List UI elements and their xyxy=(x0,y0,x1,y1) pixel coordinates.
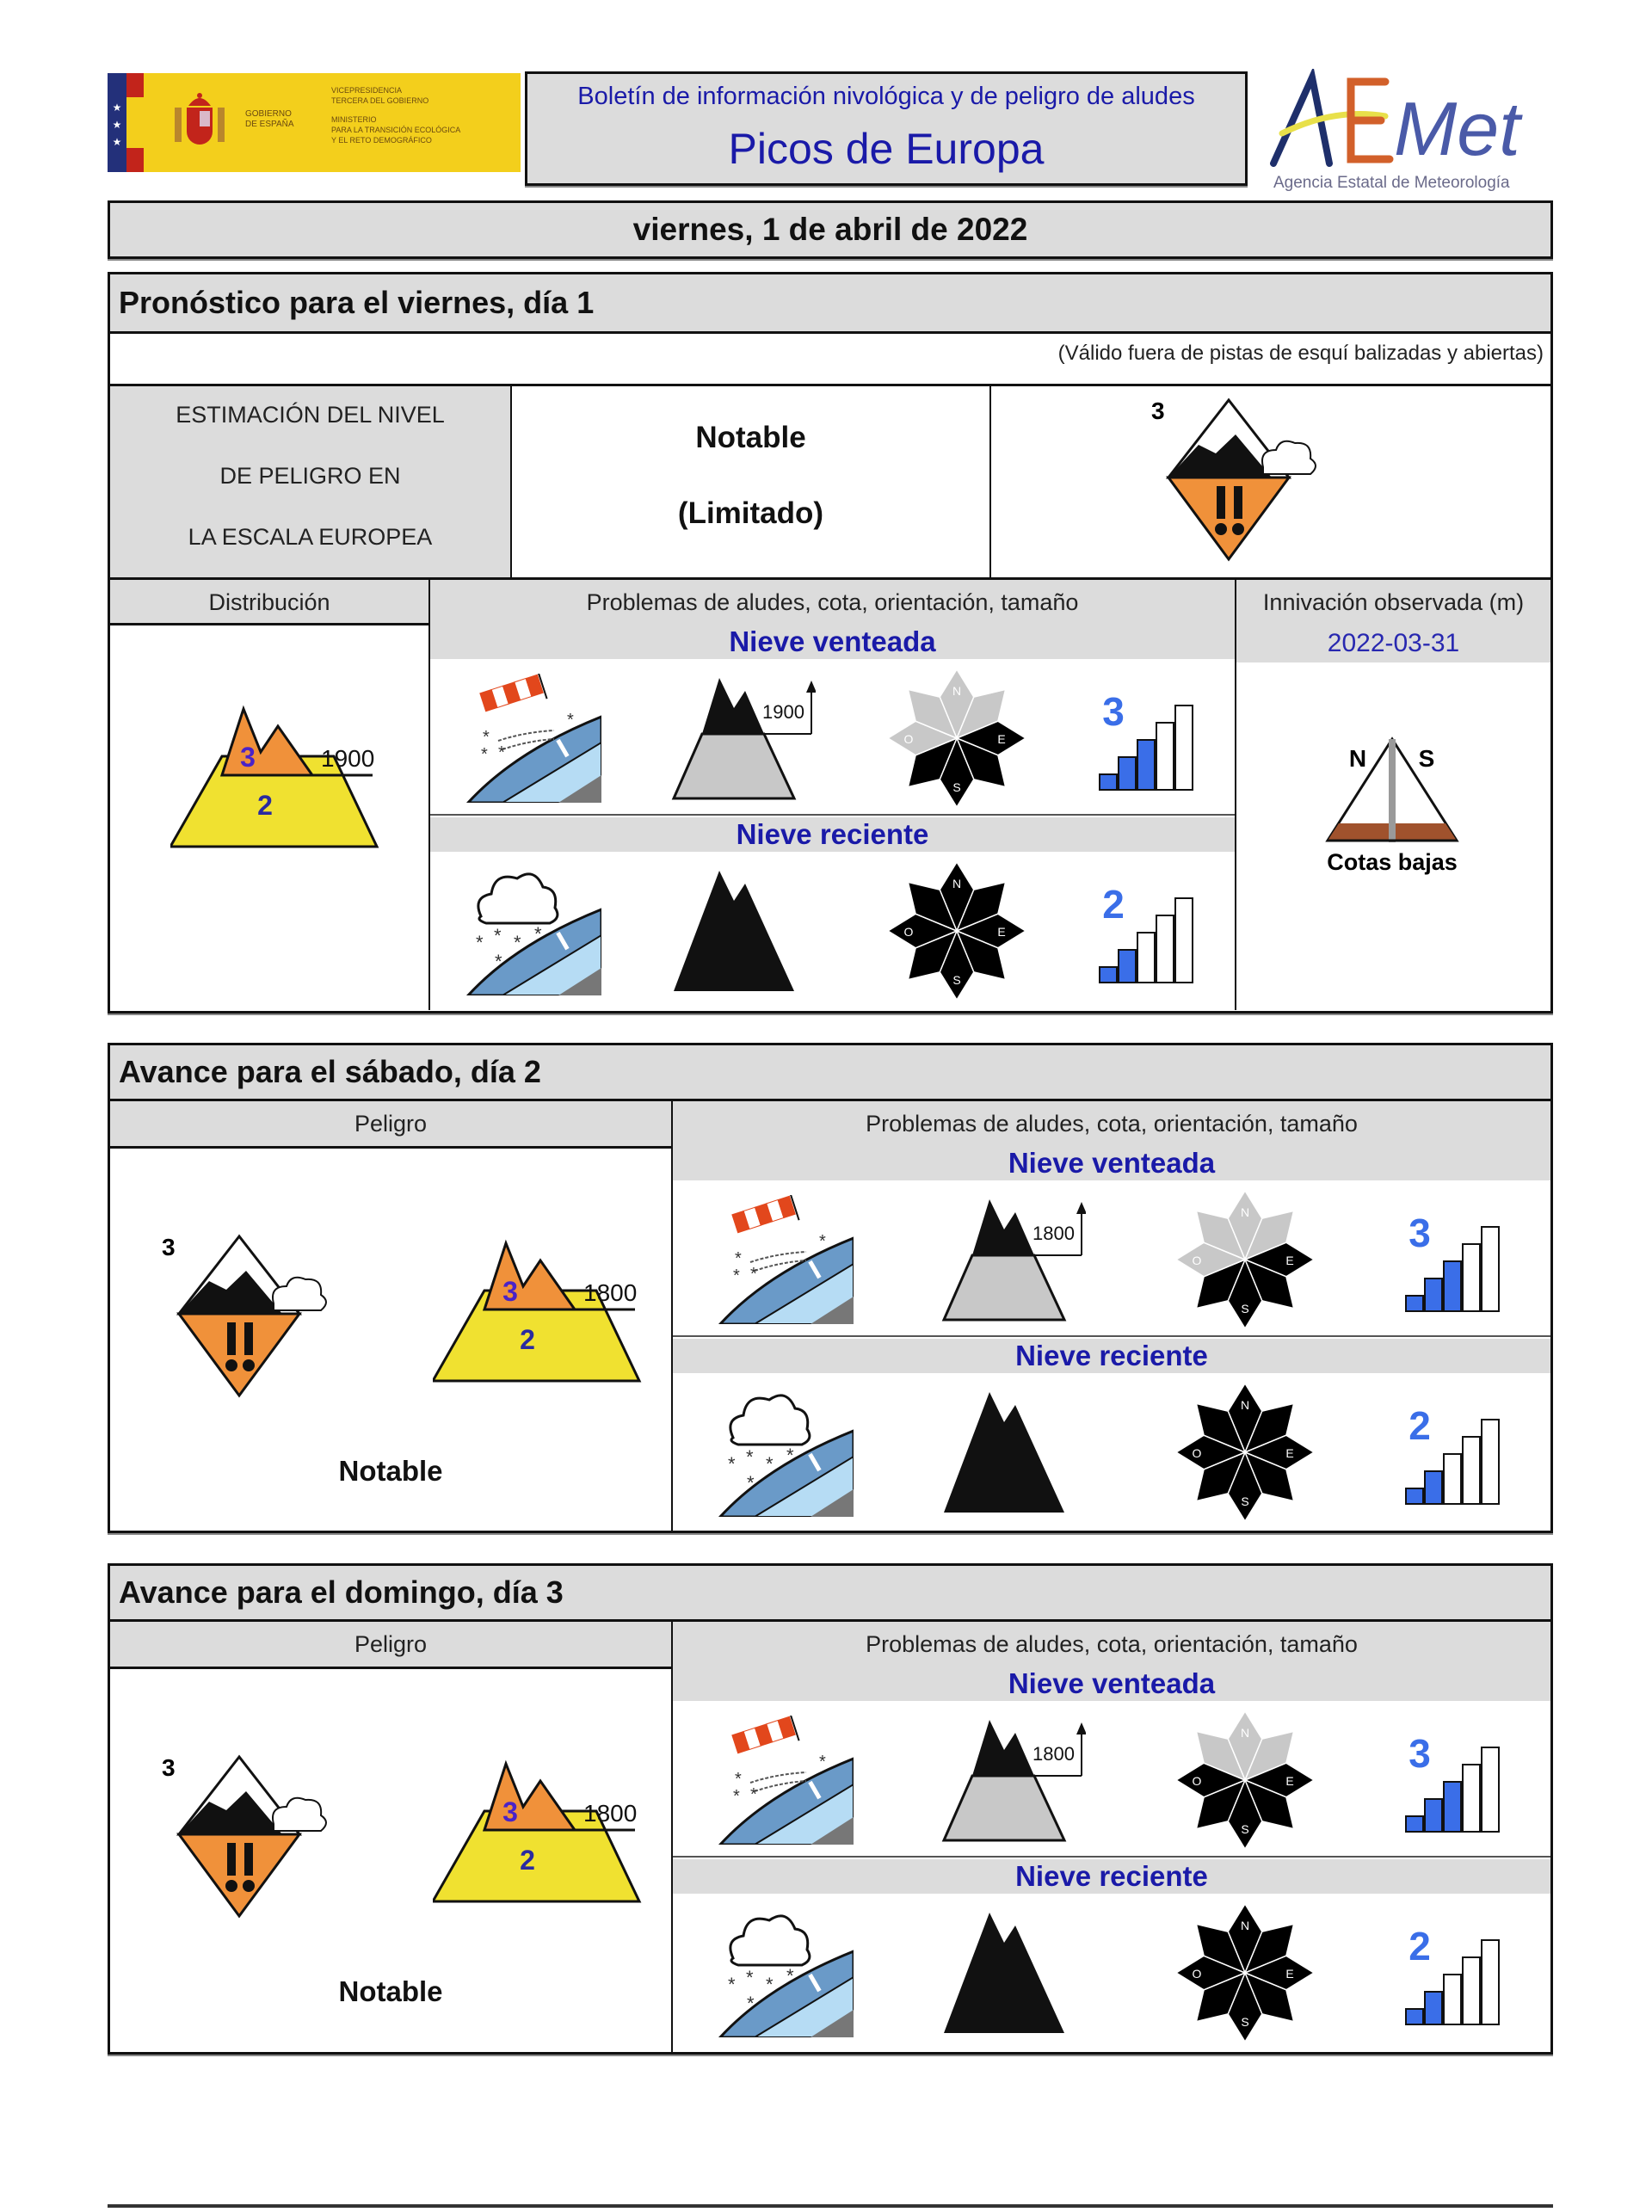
size-bar xyxy=(1444,1454,1461,1504)
gobierno-text xyxy=(245,109,323,130)
new-snow-icon xyxy=(716,1388,854,1517)
size-bar xyxy=(1156,915,1174,983)
size-bar xyxy=(1100,967,1117,983)
altitude-value: 1800 xyxy=(1032,1223,1075,1244)
danger-level-icon xyxy=(1143,391,1349,572)
size-bar xyxy=(1406,1816,1423,1832)
flag-red-icon xyxy=(126,148,144,172)
wind-slab-icon xyxy=(464,674,601,803)
aspect-label: E xyxy=(1285,1446,1294,1460)
size-bar xyxy=(1425,1279,1442,1311)
danger-diamond xyxy=(1168,478,1289,559)
aspect-label: E xyxy=(997,925,1006,939)
aspect-rose-icon xyxy=(1172,1707,1318,1853)
svg-text:*: * xyxy=(494,925,502,946)
size-value: 2 xyxy=(1101,882,1125,927)
ministry-line: MINISTERIO xyxy=(331,115,377,124)
danger-name: Notable xyxy=(338,1455,443,1487)
upper-band xyxy=(484,1243,575,1309)
svg-text:*: * xyxy=(534,923,542,945)
altitude-label: 1800 xyxy=(583,1800,638,1827)
problems-header: Problemas de aludes, cota, orientación, tamaño xyxy=(673,1622,1550,1667)
svg-text:*: * xyxy=(750,1785,757,1804)
problem-title: Nieve venteada xyxy=(673,1667,1550,1701)
region-title: Picos de Europa xyxy=(728,125,1045,173)
gov-line: DE ESPAÑA xyxy=(245,120,294,129)
wind-slab-icon xyxy=(716,1716,854,1845)
upper-band xyxy=(484,1764,575,1830)
danger-level-number: 3 xyxy=(162,1754,176,1781)
cloud-icon xyxy=(273,1278,326,1310)
estimation-label xyxy=(110,386,510,577)
altitude-icon xyxy=(669,674,816,803)
svg-text:*: * xyxy=(483,728,490,747)
svg-text:*: * xyxy=(766,1974,774,1995)
svg-text:*: * xyxy=(733,1787,740,1806)
problem-title: Nieve reciente xyxy=(673,1339,1550,1373)
aspect-label: N xyxy=(952,684,961,698)
danger-level-icon xyxy=(153,1228,360,1408)
aspect-label: S xyxy=(1241,1302,1249,1315)
size-bar xyxy=(1482,1747,1499,1832)
bulletin-date xyxy=(108,200,1553,259)
svg-text:*: * xyxy=(746,1446,754,1468)
size-bar xyxy=(1137,933,1155,983)
size-bar xyxy=(1463,1957,1480,2024)
aspect-label: S xyxy=(1241,1494,1249,1508)
distribution-header: Distribución xyxy=(110,580,428,625)
aspect-label: E xyxy=(1285,1254,1294,1267)
altitude-value: 1800 xyxy=(1032,1743,1075,1765)
lower-level: 2 xyxy=(520,1845,535,1876)
aspect-label: S xyxy=(952,973,961,987)
problem-row xyxy=(673,1897,1550,2049)
danger-header: Peligro xyxy=(110,1101,671,1146)
problem-title: Nieve reciente xyxy=(673,1859,1550,1894)
size-bar xyxy=(1119,950,1136,983)
size-value: 2 xyxy=(1409,1924,1431,1969)
svg-text:*: * xyxy=(735,1770,742,1789)
svg-text:*: * xyxy=(750,1265,757,1284)
danger-diamond xyxy=(179,1314,299,1396)
ministry-line: VICEPRESIDENCIA xyxy=(331,86,403,95)
svg-text:*: * xyxy=(819,1753,826,1771)
estimation-line: ESTIMACIÓN DEL NIVEL xyxy=(176,402,445,428)
lower-level: 2 xyxy=(257,790,273,821)
size-bar xyxy=(1425,1471,1442,1504)
altitude-icon xyxy=(940,1716,1086,1845)
aspect-label: N xyxy=(952,877,961,890)
cloud-icon xyxy=(273,1798,326,1831)
svg-text:*: * xyxy=(786,1445,794,1466)
aspect-rose-icon xyxy=(1172,1186,1318,1333)
size-bar xyxy=(1175,705,1193,790)
date-text: viernes, 1 de abril de 2022 xyxy=(632,212,1028,247)
day2-section xyxy=(108,1043,1553,1533)
flag-red-icon xyxy=(126,73,144,97)
aspect-label: O xyxy=(903,925,914,939)
danger-name: Notable xyxy=(338,1975,443,2007)
aspect-label: S xyxy=(1241,1822,1249,1836)
day1-title: Pronóstico para el viernes, día 1 xyxy=(110,274,1550,331)
danger-header: Peligro xyxy=(110,1622,671,1667)
problem-row xyxy=(430,855,1235,1007)
snow-cover-caption: Cotas bajas xyxy=(1327,849,1458,875)
danger-diamond xyxy=(179,1834,299,1916)
problem-row xyxy=(430,662,1235,814)
aspect-label: N xyxy=(1240,1919,1250,1932)
problems-header: Problemas de aludes, cota, orientación, tamaño xyxy=(673,1101,1550,1146)
svg-text:*: * xyxy=(735,1249,742,1268)
size-bar xyxy=(1406,1296,1423,1311)
altitude-icon xyxy=(940,1195,1086,1324)
altitude-label: 1800 xyxy=(583,1279,638,1306)
cloud-icon xyxy=(1262,441,1316,474)
avalanche-size-icon xyxy=(1404,1917,1507,2029)
problem-title: Nieve venteada xyxy=(430,625,1235,659)
size-value: 3 xyxy=(1409,1731,1431,1776)
gov-line: GOBIERNO xyxy=(245,109,292,119)
danger-level-text xyxy=(512,386,989,577)
aspect-label: O xyxy=(1192,1446,1202,1460)
bulletin-title-box xyxy=(525,71,1248,186)
upper-level: 3 xyxy=(502,1276,518,1307)
aemet-logo-icon xyxy=(1265,69,1557,172)
distribution-mountain-icon xyxy=(170,705,394,851)
altitude-value: 1900 xyxy=(762,701,805,723)
snow-cover-date: 2022-03-31 xyxy=(1236,625,1550,662)
svg-text:*: * xyxy=(481,745,489,764)
size-bar xyxy=(1482,1227,1499,1311)
altitude-icon xyxy=(940,1388,1086,1517)
problem-title: Nieve reciente xyxy=(430,817,1235,852)
altitude-icon xyxy=(940,1908,1086,2037)
aspect-rose-icon xyxy=(1172,1379,1318,1525)
size-bar xyxy=(1406,2009,1423,2024)
avalanche-size-icon xyxy=(1404,1724,1507,1836)
coat-of-arms-icon xyxy=(170,92,230,152)
svg-text:*: * xyxy=(786,1965,794,1987)
problem-row xyxy=(673,1704,1550,1856)
size-bar xyxy=(1119,757,1136,790)
svg-text:*: * xyxy=(766,1453,774,1475)
wind-slab-icon xyxy=(716,1195,854,1324)
danger-level-icon xyxy=(153,1748,360,1929)
size-bar xyxy=(1175,898,1193,983)
size-bar xyxy=(1156,723,1174,790)
gobierno-logo xyxy=(108,73,521,172)
svg-text:*: * xyxy=(514,932,521,953)
new-snow-icon xyxy=(464,866,601,995)
problems-panel xyxy=(430,625,1235,1010)
upper-level: 3 xyxy=(240,742,256,773)
aemet-logo-letters: Met xyxy=(1394,86,1520,171)
aemet-subtitle: Agencia Estatal de Meteorología xyxy=(1273,174,1510,192)
snow-cover-diagram xyxy=(1306,730,1478,903)
danger-level-number: 3 xyxy=(1151,397,1165,424)
validity-note: (Válido fuera de pistas de esquí balizadas y abiertas) xyxy=(1057,342,1544,365)
problems-panel xyxy=(673,1146,1550,1531)
size-bar xyxy=(1406,1488,1423,1504)
size-bar xyxy=(1444,1782,1461,1832)
avalanche-size-icon xyxy=(1098,682,1201,794)
aspect-label: E xyxy=(1285,1967,1294,1981)
distribution-mountain-icon xyxy=(433,1239,656,1385)
size-value: 2 xyxy=(1409,1403,1431,1448)
svg-text:*: * xyxy=(728,1453,736,1475)
size-bar xyxy=(1425,1992,1442,2024)
aspect-label: N xyxy=(1240,1205,1250,1219)
ministry-line: Y EL RETO DEMOGRÁFICO xyxy=(331,136,432,145)
stars-icon: ★ ★ ★ xyxy=(112,102,122,148)
snow-cover-header: Innivación observada (m) xyxy=(1236,580,1550,625)
size-bar xyxy=(1463,1765,1480,1832)
footer-rule xyxy=(108,2204,1553,2208)
size-bar xyxy=(1463,1244,1480,1311)
aspect-rose-icon xyxy=(884,665,1030,811)
size-bar xyxy=(1137,740,1155,790)
snow-cover-north: N xyxy=(1348,745,1367,772)
bulletin-title: Boletín de información nivológica y de peligro de aludes xyxy=(577,82,1195,110)
aspect-label: N xyxy=(1240,1398,1250,1412)
problem-row xyxy=(673,1377,1550,1528)
size-bar xyxy=(1100,774,1117,790)
avalanche-size-icon xyxy=(1404,1204,1507,1315)
size-bar xyxy=(1425,1799,1442,1832)
avalanche-size-icon xyxy=(1404,1396,1507,1508)
upper-band xyxy=(222,709,312,775)
svg-text:*: * xyxy=(746,1967,754,1988)
svg-text:*: * xyxy=(498,743,506,762)
aspect-label: E xyxy=(997,732,1006,746)
aemet-logo xyxy=(1265,69,1557,198)
size-bar xyxy=(1444,1975,1461,2024)
day3-title: Avance para el domingo, día 3 xyxy=(110,1566,1550,1619)
danger-qualifier: (Limitado) xyxy=(677,496,824,530)
svg-text:*: * xyxy=(733,1266,740,1285)
problem-row xyxy=(673,1184,1550,1335)
avalanche-size-icon xyxy=(1098,875,1201,987)
size-bar xyxy=(1444,1261,1461,1311)
estimation-line: DE PELIGRO EN xyxy=(219,463,401,489)
estimation-line: LA ESCALA EUROPEA xyxy=(188,524,433,550)
day3-section xyxy=(108,1563,1553,2055)
svg-text:*: * xyxy=(476,932,484,953)
altitude-label: 1900 xyxy=(321,745,375,772)
size-bar xyxy=(1482,1940,1499,2024)
aspect-label: S xyxy=(952,780,961,794)
aspect-label: E xyxy=(1285,1774,1294,1788)
aspect-label: O xyxy=(1192,1254,1202,1267)
aspect-rose-icon xyxy=(1172,1900,1318,2046)
aspect-label: S xyxy=(1241,2015,1249,2029)
svg-text:*: * xyxy=(567,711,575,730)
distribution-mountain-icon xyxy=(433,1759,656,1906)
lower-level: 2 xyxy=(520,1324,535,1355)
ministry-line: TERCERA DEL GOBIERNO xyxy=(331,96,429,105)
size-value: 3 xyxy=(1409,1211,1431,1255)
svg-text:*: * xyxy=(747,1472,755,1494)
aspect-rose-icon xyxy=(884,858,1030,1004)
aspect-label: N xyxy=(1240,1726,1250,1740)
problems-header: Problemas de aludes, cota, orientación, tamaño xyxy=(430,580,1235,625)
problem-title: Nieve venteada xyxy=(673,1146,1550,1180)
danger-name: Notable xyxy=(695,421,806,454)
ministry-line: PARA LA TRANSICIÓN ECOLÓGICA xyxy=(331,126,461,134)
svg-text:*: * xyxy=(728,1974,736,1995)
problems-panel xyxy=(673,1667,1550,2052)
aspect-label: O xyxy=(903,732,914,746)
new-snow-icon xyxy=(716,1908,854,2037)
size-bar xyxy=(1463,1437,1480,1504)
upper-level: 3 xyxy=(502,1796,518,1827)
size-bar xyxy=(1482,1420,1499,1504)
svg-text:*: * xyxy=(747,1993,755,2014)
svg-text:*: * xyxy=(819,1232,826,1251)
snow-cover-south: S xyxy=(1418,745,1435,772)
size-value: 3 xyxy=(1101,689,1125,734)
altitude-icon xyxy=(669,866,816,995)
danger-level-number: 3 xyxy=(162,1234,176,1260)
ministerio-text xyxy=(331,85,516,145)
day1-section xyxy=(108,272,1553,1014)
svg-text:*: * xyxy=(495,951,502,972)
aspect-label: O xyxy=(1192,1967,1202,1981)
day2-title: Avance para el sábado, día 2 xyxy=(110,1045,1550,1099)
aspect-label: O xyxy=(1192,1774,1202,1788)
